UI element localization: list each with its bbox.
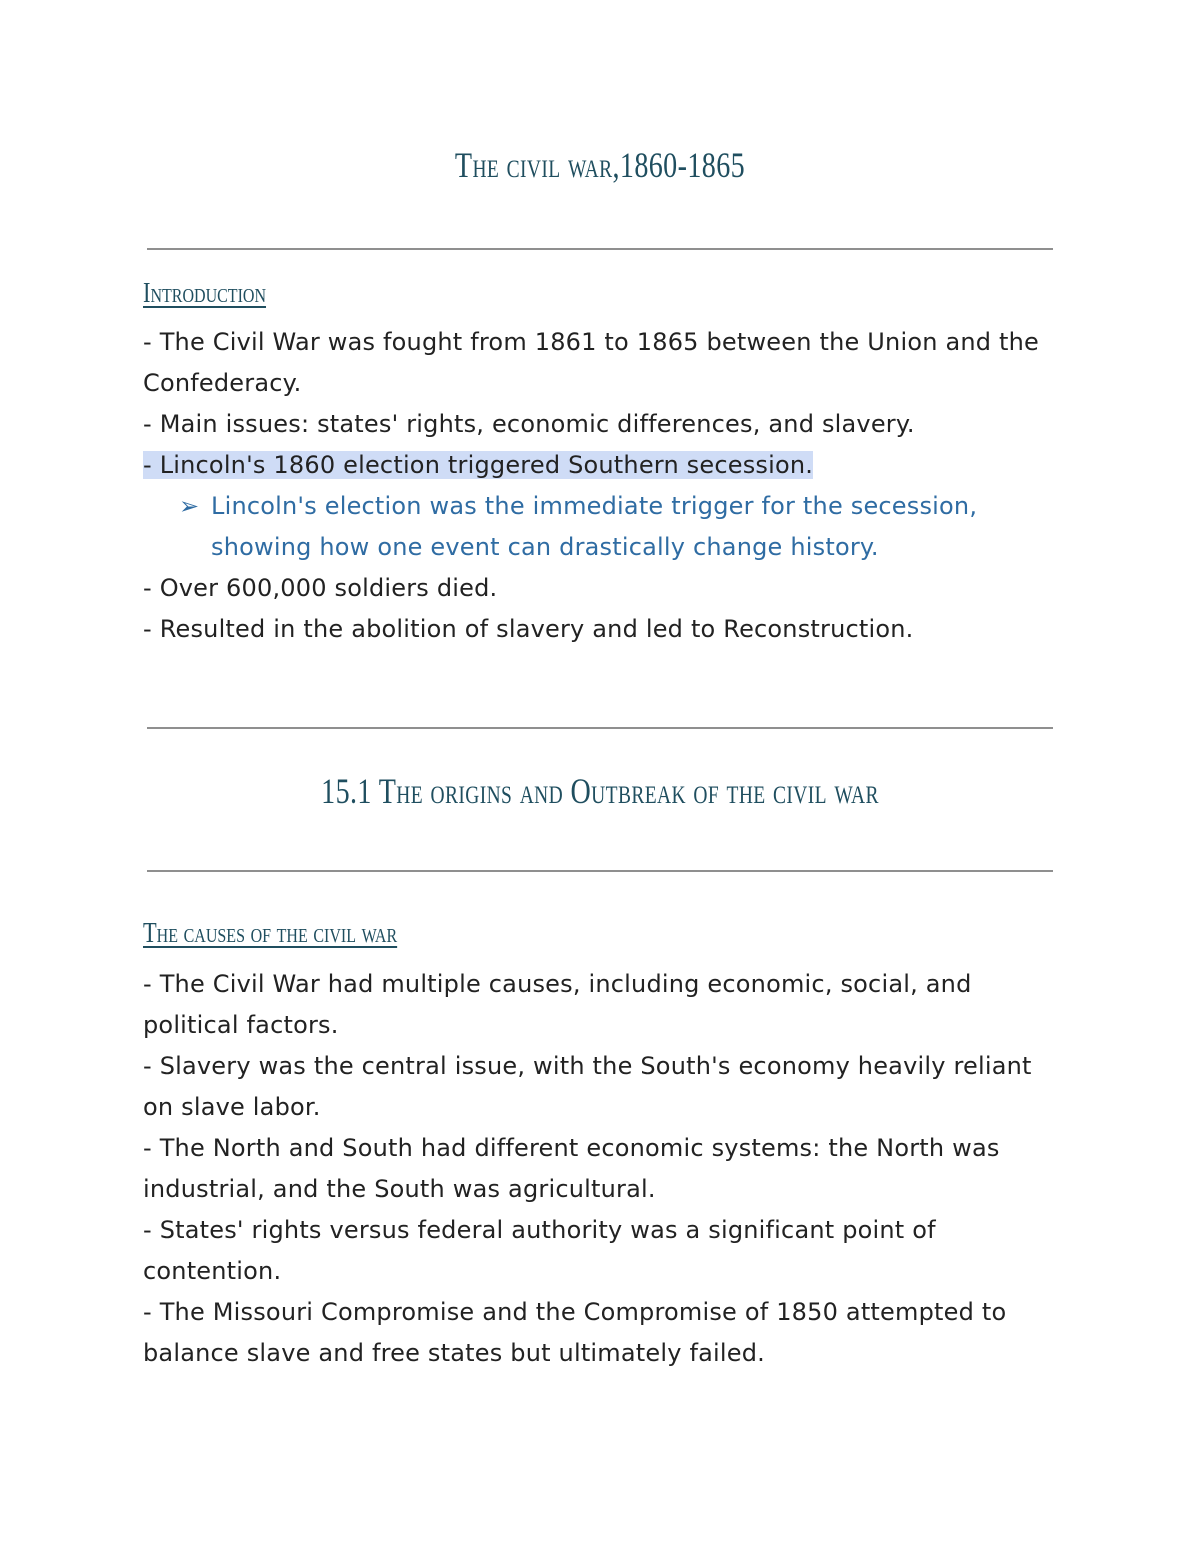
intro-item-5: - Resulted in the abolition of slavery and led to Reconstruction. [143,615,914,643]
cause-item-3: - The North and South had different economic systems: the North was industrial, and the South was agricultural. [143,1134,1000,1203]
divider-middle [147,727,1053,729]
introduction-heading: Introduction [143,278,267,309]
page-title: The civil war,1860-1865 [454,145,746,185]
intro-item-2: - Main issues: states' rights, economic differences, and slavery. [143,410,915,438]
arrow-bullet-icon: ➢ [179,492,200,520]
section-title: 15.1 The origins and Outbreak of the civil war [321,771,879,811]
intro-item-3 [143,445,1063,486]
intro-item-1: - The Civil War was fought from 1861 to 1865 between the Union and the Confederacy. [143,328,1040,397]
introduction-list [143,322,1063,650]
intro-note [143,486,1063,568]
causes-list [143,964,1063,1374]
intro-note-text: Lincoln's election was the immediate trigger for the secession, showing how one event can drastically change history. [211,492,978,561]
highlighted-text: - Lincoln's 1860 election triggered Southern secession. [143,451,814,479]
intro-item-4: - Over 600,000 soldiers died. [143,574,498,602]
divider-section [147,870,1053,872]
divider-top [147,248,1053,250]
cause-item-2: - Slavery was the central issue, with the South's economy heavily reliant on slave labor. [143,1052,1032,1121]
cause-item-4: - States' rights versus federal authority was a significant point of contention. [143,1216,936,1285]
causes-heading: The causes of the civil war [143,918,398,949]
cause-item-5: - The Missouri Compromise and the Compromise of 1850 attempted to balance slave and free states but ultimately failed. [143,1298,1007,1367]
cause-item-1: - The Civil War had multiple causes, including economic, social, and political factors. [143,970,972,1039]
